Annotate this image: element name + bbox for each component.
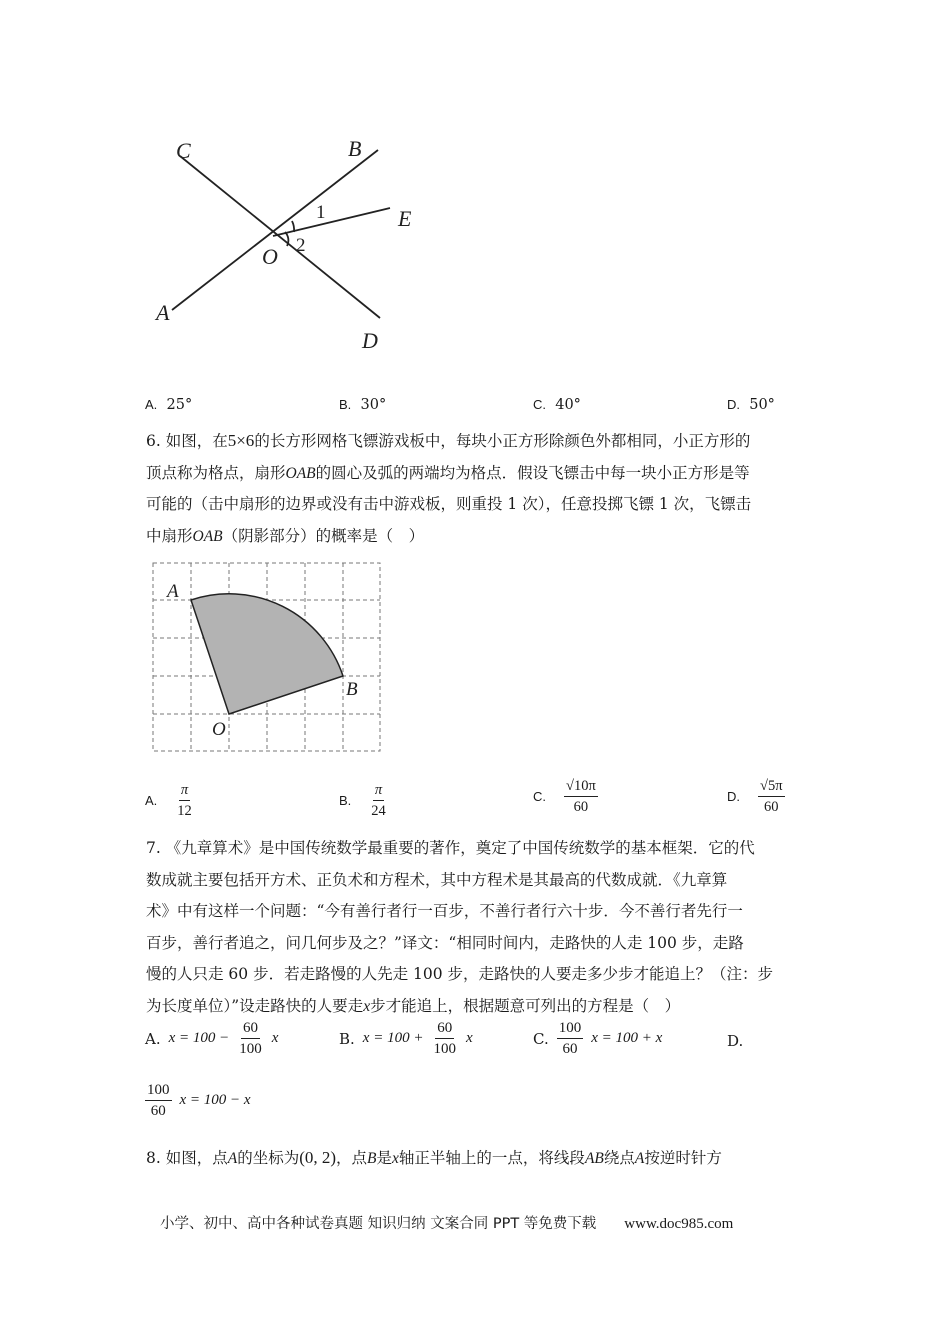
q6-option-a: A. $\frac{\pi}{12}$ [145, 782, 192, 819]
question-8: 8. 如图，点A的坐标为(0, 2)，点B是x轴正半轴上的一点，将线段AB绕点A按逆时针方 [146, 1148, 722, 1167]
question-7: 7. 《九章算术》是中国传统数学最重要的著作，奠定了中国传统数学的基本框架．它的代 数成就主要包括开方术、正负术和方程术，其中方程术是其最高的代数成就．《九章算 术》中有这样一个问题：“今有善行者行一百步，不善行者行六十步．今不善行者先行一 百步，善行者追之，问几何步及之？”译文：“相同时间内，走路快的人走 100 步，走路 慢的人只走 60 步．若走路慢的人先走 100 步，走路快的人要走多少步才能追上？（注：步 为长度单位）”设走路快的人要走x步才能追上，根据题意可列出的方程是（ ） [146, 839, 774, 1015]
label-o: O [262, 244, 278, 269]
label-o: O [212, 719, 226, 740]
footer-url[interactable]: www.doc985.com [624, 1216, 734, 1232]
label-angle-1: 1 [316, 202, 326, 223]
q7-option-c: C. $\frac{100}{60}$ x = 100 + x [533, 1020, 663, 1057]
label-angle-2: 2 [296, 235, 306, 256]
q5-option-a: A. 25° [145, 397, 193, 413]
sector-oab [191, 594, 343, 714]
label-c: C [176, 138, 191, 163]
question-6: 6. 如图，在5×6的长方形网格飞镖游戏板中，每块小正方形除颜色外都相同，小正方形的 顶点称为格点，扇形OAB的圆心及弧的两端均为格点．假设飞镖击中每一块小正方形是等 可能的（击中扇形的边界或没有击中游戏板，则重投 1 次），任意投掷飞镖 1 次，飞镖击 中扇形OAB（阴影部分）的概率是（ ） [146, 431, 752, 545]
q5-option-d: D. 50° [727, 397, 775, 413]
page-footer: 小学、初中、高中各种试卷真题 知识归纳 文案合同 PPT 等免费下载 www.doc985.com [160, 1216, 734, 1232]
line-cd [180, 156, 380, 318]
label-b: B [348, 136, 362, 161]
q6-option-c: C. $\frac{√10\pi}{60}$ [533, 778, 596, 815]
q5-option-c: C. 40° [533, 397, 581, 413]
label-a: A [156, 300, 170, 325]
q5-option-b: B. 30° [339, 397, 387, 413]
q6-option-d: D. $\frac{√5\pi}{60}$ [727, 778, 783, 815]
q6-option-b: B. $\frac{\pi}{24}$ [339, 782, 386, 819]
dart-board-figure [140, 555, 390, 765]
q7-option-d: $\frac{100}{60}$ x = 100 − x [147, 1082, 251, 1119]
label-e: E [398, 206, 412, 231]
label-b: B [346, 679, 358, 700]
angle-figure [140, 128, 440, 358]
arc-angle-2 [285, 232, 288, 246]
q7-option-a: A. x = 100 − $\frac{60}{100}$ x [145, 1020, 279, 1057]
q7-option-b: B. x = 100 + $\frac{60}{100}$ x [339, 1020, 473, 1057]
label-a: A [167, 581, 179, 602]
q7-option-d-label: D. [727, 1032, 744, 1050]
ray-oe [273, 208, 390, 236]
label-d: D [362, 328, 378, 353]
